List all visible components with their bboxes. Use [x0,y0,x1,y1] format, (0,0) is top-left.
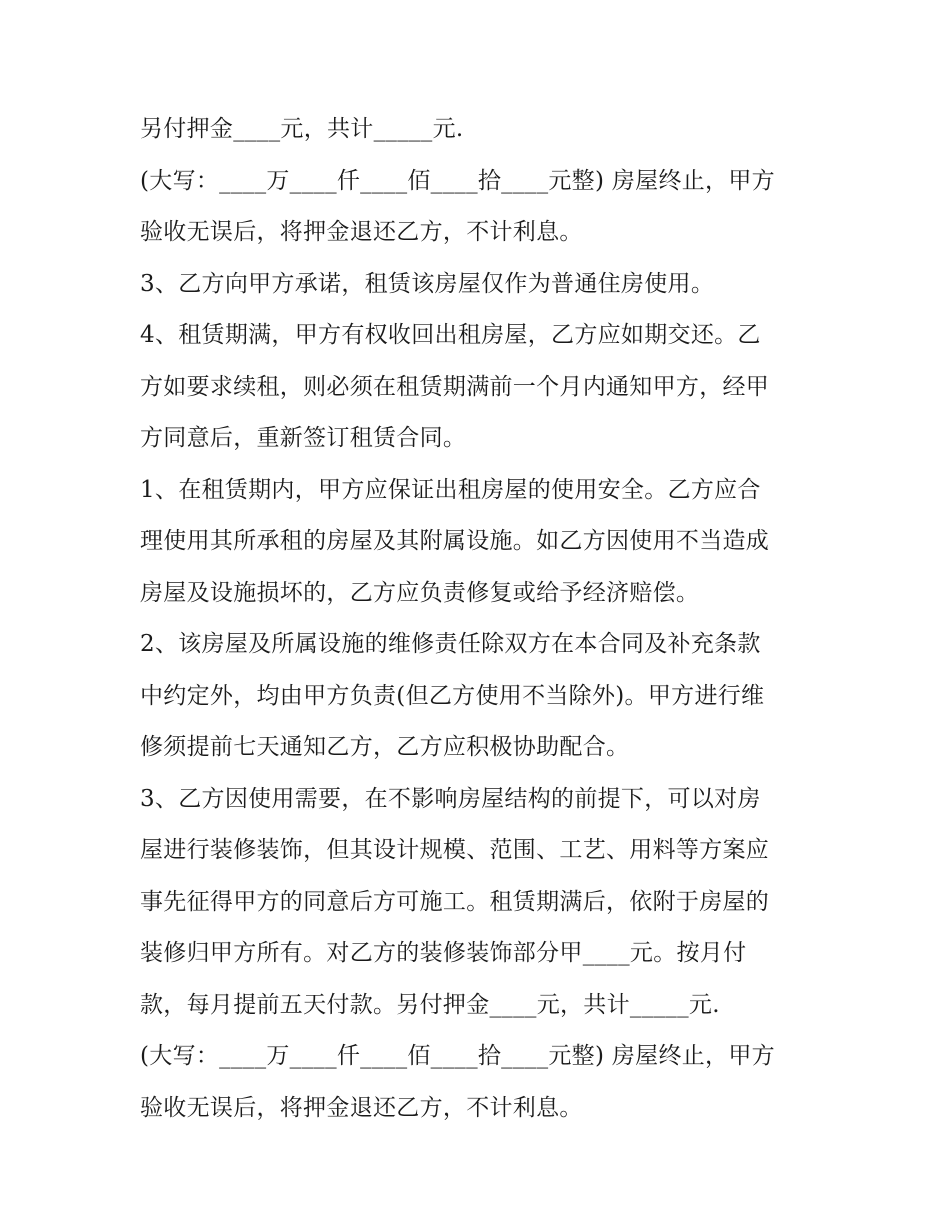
text-line: 3、乙方因使用需要，在不影响房屋结构的前提下，可以对房 [140,785,761,812]
text-line: 屋进行装修装饰，但其设计规模、范围、工艺、用料等方案应 [140,837,770,863]
text-line: 装修归甲方所有。对乙方的装修装饰部分甲____元。按月付 [140,940,747,966]
text-line: (大写：____万____仟____佰____拾____元整) 房屋终止，甲方 [140,167,775,194]
text-line: 方如要求续租，则必须在租赁期满前一个月内通知甲方，经甲 [140,373,770,400]
text-line: 3、乙方向甲方承诺，租赁该房屋仅作为普通住房使用。 [140,270,715,297]
document-body [140,104,830,1134]
text-line: 1、在租赁期内，甲方应保证出租房屋的使用安全。乙方应合 [140,476,761,503]
text-line: 验收无误后，将押金退还乙方，不计利息。 [140,219,583,245]
text-line: (大写：____万____仟____佰____拾____元整) 房屋终止，甲方 [140,1043,775,1069]
text-line: 另付押金____元，共计_____元. [140,116,464,142]
text-line: 验收无误后，将押金退还乙方，不计利息。 [140,1094,583,1121]
text-line: 修须提前七天通知乙方，乙方应积极协助配合。 [140,734,630,760]
text-line: 款，每月提前五天付款。另付押金____元，共计_____元. [140,991,720,1018]
text-line: 事先征得甲方的同意后方可施工。租赁期满后，依附于房屋的 [140,888,770,915]
text-line: 理使用其所承租的房屋及其附属设施。如乙方因使用不当造成 [140,528,770,554]
text-line: 方同意后，重新签订租赁合同。 [140,425,467,451]
text-line: 中约定外，均由甲方负责(但乙方使用不当除外)。甲方进行维 [140,682,765,709]
text-line: 2、该房屋及所属设施的维修责任除双方在本合同及补充条款 [140,631,761,657]
text-line: 房屋及设施损坏的，乙方应负责修复或给予经济赔偿。 [140,579,700,606]
text-line: 4、租赁期满，甲方有权收回出租房屋，乙方应如期交还。乙 [140,322,761,348]
